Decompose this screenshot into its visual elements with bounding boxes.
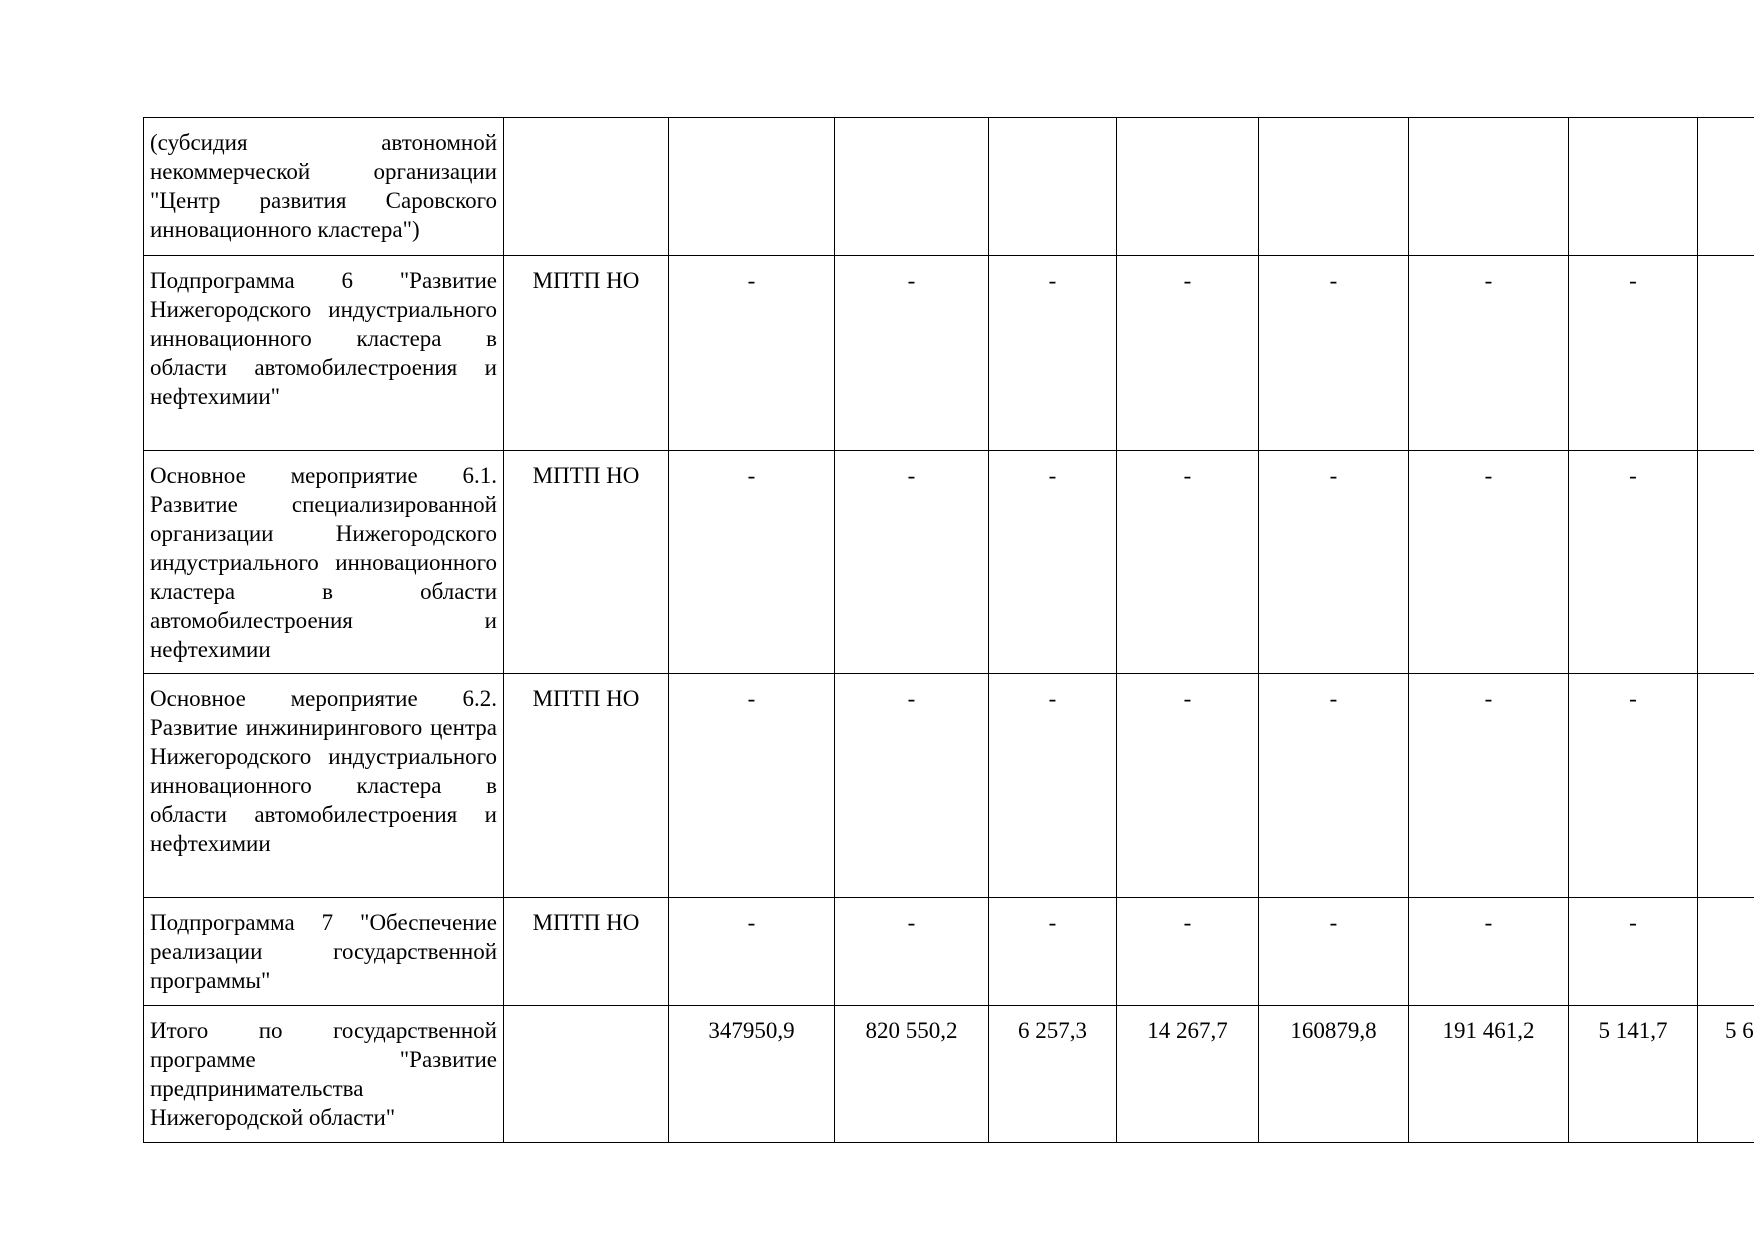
program-name: Основное мероприятие 6.2. Развитие инжинирингового центра Нижегородского индустриального инновационного кластера в области автомобилестроения и нефтехимии — [150, 686, 497, 856]
program-name-cell — [144, 674, 504, 898]
value: - — [1484, 910, 1493, 935]
program-name-cell — [144, 118, 504, 256]
value: - — [1048, 910, 1057, 935]
value-cell — [1569, 256, 1698, 451]
value-cell — [1409, 118, 1569, 256]
value-cell — [1698, 451, 1754, 674]
value-cell — [989, 118, 1117, 256]
value-cell — [1409, 256, 1569, 451]
value-cell — [989, 898, 1117, 1006]
value: - — [1329, 463, 1338, 488]
value-cell — [1259, 1006, 1409, 1143]
program-name: Подпрограмма 7 "Обеспечение реализации государственной программы" — [150, 910, 497, 993]
value-cell — [1698, 256, 1754, 451]
executor-cell — [504, 118, 669, 256]
value: - — [1048, 463, 1057, 488]
value-cell — [669, 674, 835, 898]
program-name-cell — [144, 1006, 504, 1143]
program-name-cell — [144, 256, 504, 451]
value: - — [1484, 268, 1493, 293]
value-cell — [989, 256, 1117, 451]
value: - — [1329, 910, 1338, 935]
value-cell — [669, 118, 835, 256]
table-row — [144, 256, 1754, 451]
value-cell — [669, 1006, 835, 1143]
value-cell — [1569, 118, 1698, 256]
value-cell — [1409, 674, 1569, 898]
value: - — [1183, 463, 1192, 488]
value: - — [1629, 910, 1637, 935]
value: - — [1484, 686, 1493, 711]
program-name: Основное мероприятие 6.1. Развитие специализированной организации Нижегородского индустриального инновационного кластера в области автомобилестроения и нефтехимии — [150, 463, 497, 662]
value-cell — [1117, 451, 1259, 674]
value: 820 550,2 — [865, 1018, 958, 1043]
value: - — [747, 268, 756, 293]
value-cell — [989, 674, 1117, 898]
value: 191 461,2 — [1442, 1018, 1535, 1043]
value-cell — [1409, 1006, 1569, 1143]
table-row — [144, 674, 1754, 898]
value-cell — [1569, 1006, 1698, 1143]
value-cell — [1698, 898, 1754, 1006]
value-cell — [1698, 118, 1754, 256]
executor: МПТП НО — [532, 463, 640, 488]
value: - — [1629, 463, 1637, 488]
program-name-cell — [144, 898, 504, 1006]
value-cell — [1259, 898, 1409, 1006]
value: 5 6 — [1725, 1018, 1754, 1043]
value-cell — [1117, 898, 1259, 1006]
value: - — [1329, 268, 1338, 293]
value-cell — [1698, 674, 1754, 898]
table-body — [144, 118, 1754, 1143]
value: 160879,8 — [1290, 1018, 1377, 1043]
value-cell — [1117, 1006, 1259, 1143]
value-cell — [1409, 451, 1569, 674]
value: - — [907, 268, 916, 293]
value-cell — [669, 898, 835, 1006]
value: - — [907, 910, 916, 935]
value-cell — [835, 118, 989, 256]
table-row — [144, 1006, 1754, 1143]
value: 347950,9 — [708, 1018, 795, 1043]
value-cell — [1569, 674, 1698, 898]
value-cell — [835, 898, 989, 1006]
value: 5 141,7 — [1598, 1018, 1668, 1043]
value-cell — [1569, 898, 1698, 1006]
value-cell — [1698, 1006, 1754, 1143]
program-name: Подпрограмма 6 "Развитие Нижегородского индустриального инновационного кластера в области автомобилестроения и нефтехимии" — [150, 268, 497, 409]
value-cell — [669, 256, 835, 451]
value-cell — [1409, 898, 1569, 1006]
value-cell — [1259, 451, 1409, 674]
value: - — [1629, 686, 1637, 711]
value-cell — [989, 451, 1117, 674]
value-cell — [669, 451, 835, 674]
executor-cell — [504, 451, 669, 674]
value-cell — [835, 1006, 989, 1143]
value-cell — [1259, 674, 1409, 898]
value: - — [747, 463, 756, 488]
value-cell — [1569, 451, 1698, 674]
executor-cell — [504, 1006, 669, 1143]
value: - — [1183, 910, 1192, 935]
value: - — [1183, 686, 1192, 711]
value-cell — [1259, 118, 1409, 256]
value-cell — [1117, 674, 1259, 898]
program-name: Итого по государственной программе "Развитие предпринимательства Нижегородской области" — [150, 1018, 497, 1130]
executor-cell — [504, 898, 669, 1006]
value: - — [1048, 686, 1057, 711]
value: - — [1183, 268, 1192, 293]
value: - — [1629, 268, 1637, 293]
value: 14 267,7 — [1147, 1018, 1228, 1043]
value-cell — [989, 1006, 1117, 1143]
value-cell — [1259, 256, 1409, 451]
value: - — [1484, 463, 1493, 488]
value: 6 257,3 — [1018, 1018, 1087, 1043]
value-cell — [1117, 118, 1259, 256]
executor-cell — [504, 256, 669, 451]
program-name: (субсидия автономной некоммерческой организации "Центр развития Саровского инновационного кластера") — [150, 130, 497, 242]
value: - — [907, 686, 916, 711]
table-row — [144, 898, 1754, 1006]
table-row — [144, 451, 1754, 674]
table-row — [144, 118, 1754, 256]
value: - — [747, 686, 756, 711]
value: - — [1048, 268, 1057, 293]
value-cell — [835, 256, 989, 451]
value: - — [1329, 686, 1338, 711]
executor-cell — [504, 674, 669, 898]
executor: МПТП НО — [532, 686, 640, 711]
value-cell — [835, 451, 989, 674]
program-name-cell — [144, 451, 504, 674]
value-cell — [835, 674, 989, 898]
value-cell — [1117, 256, 1259, 451]
executor: МПТП НО — [532, 268, 640, 293]
budget-table — [143, 117, 1754, 1143]
value: - — [907, 463, 916, 488]
executor: МПТП НО — [532, 910, 640, 935]
value: - — [747, 910, 756, 935]
